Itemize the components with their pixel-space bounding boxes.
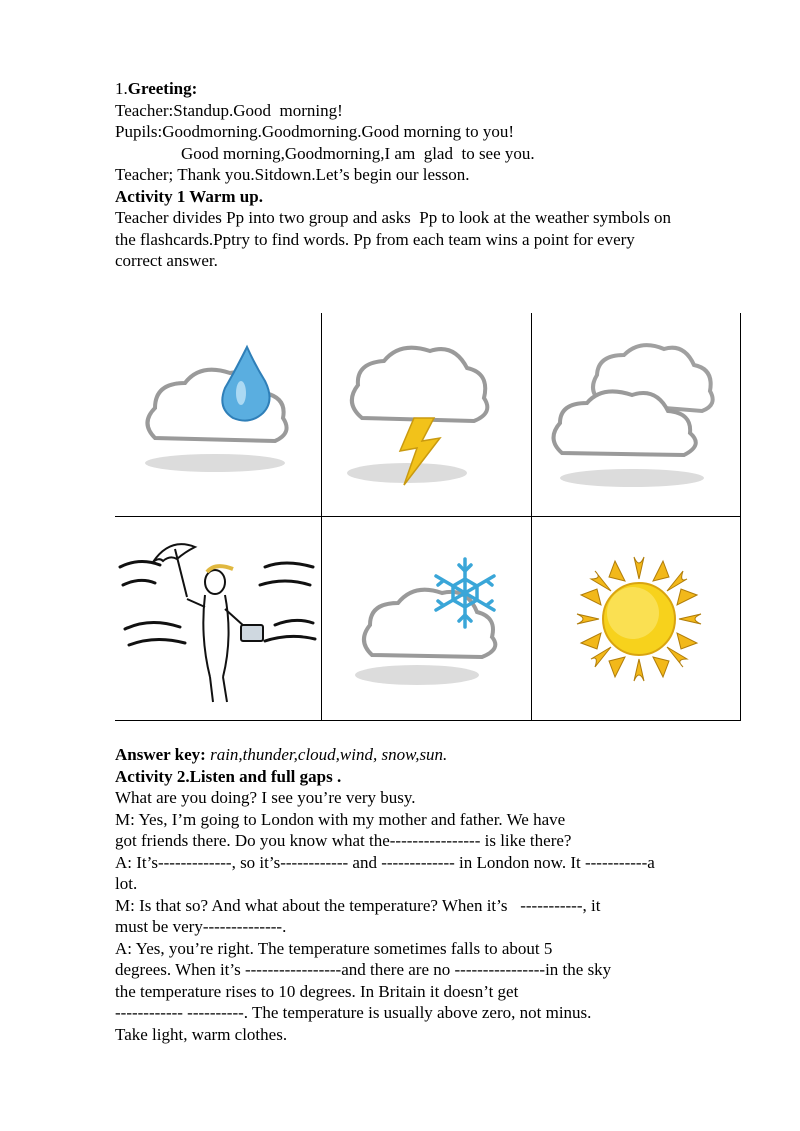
greeting-line: Good morning,Goodmorning,I am glad to see you. bbox=[181, 143, 535, 163]
greeting-line: Teacher; Thank you.Sitdown.Let’s begin our lesson. bbox=[115, 165, 470, 184]
cloud-icon bbox=[532, 313, 740, 516]
dialogue-line: A: It’s-------------, so it’s------------ and ------------- in London now. It -----------a bbox=[115, 852, 655, 872]
activity2-heading-text: Activity 2.Listen and full gaps . bbox=[115, 766, 342, 786]
weather-symbols-grid bbox=[115, 313, 741, 721]
dialogue-line: must be very--------------. bbox=[115, 917, 287, 936]
sun-icon bbox=[532, 517, 740, 720]
dialogue-line: M: Yes, I’m going to London with my mother and father. We have bbox=[115, 809, 566, 829]
activity1-line: correct answer. bbox=[115, 251, 218, 270]
activity1-heading bbox=[115, 186, 745, 208]
activity1-heading-text: Activity 1 Warm up. bbox=[115, 186, 263, 206]
dialogue-line: ------------ ----------. The temperature is usually above zero, not minus. bbox=[115, 1003, 592, 1022]
grid-divider bbox=[115, 720, 741, 721]
greeting-line: Pupils:Goodmorning.Goodmorning.Good morning to you! bbox=[115, 122, 515, 141]
grid-divider bbox=[740, 313, 741, 721]
wind-icon bbox=[115, 517, 321, 720]
dialogue-line: degrees. When it’s -----------------and there are no ----------------in the sky bbox=[115, 960, 612, 979]
dialogue-line: Take light, warm clothes. bbox=[115, 1024, 288, 1044]
dialogue-line: What are you doing? I see you’re very busy. bbox=[115, 788, 416, 807]
greeting-heading-text: Greeting: bbox=[127, 79, 198, 98]
answer-key-label: Answer key: bbox=[115, 745, 206, 764]
dialogue-line: lot. bbox=[115, 874, 138, 893]
activity2-heading bbox=[115, 766, 755, 788]
rain-icon bbox=[115, 313, 321, 516]
greeting-number: 1. bbox=[115, 79, 128, 98]
dialogue-line: the temperature rises to 10 degrees. In Britain it doesn’t get bbox=[115, 981, 519, 1001]
dialogue-line: M: Is that so? And what about the temperature? When it’s -----------, it bbox=[115, 895, 601, 915]
dialogue-line: got friends there. Do you know what the---------------- is like there? bbox=[115, 831, 572, 850]
greeting-heading bbox=[115, 78, 745, 100]
lower-section bbox=[115, 744, 755, 1045]
answer-key bbox=[115, 744, 755, 766]
answer-key-value: rain,thunder,cloud,wind, snow,sun. bbox=[205, 745, 448, 764]
thunder-icon bbox=[322, 313, 531, 516]
activity1-line: the flashcards.Pptry to find words. Pp from each team wins a point for every bbox=[115, 229, 635, 249]
snow-icon bbox=[322, 517, 531, 720]
activity1-line: Teacher divides Pp into two group and asks Pp to look at the weather symbols on bbox=[115, 208, 671, 227]
dialogue-line: A: Yes, you’re right. The temperature sometimes falls to about 5 bbox=[115, 938, 553, 958]
greeting-line: Teacher:Standup.Good morning! bbox=[115, 100, 343, 120]
greeting-section bbox=[115, 78, 745, 272]
